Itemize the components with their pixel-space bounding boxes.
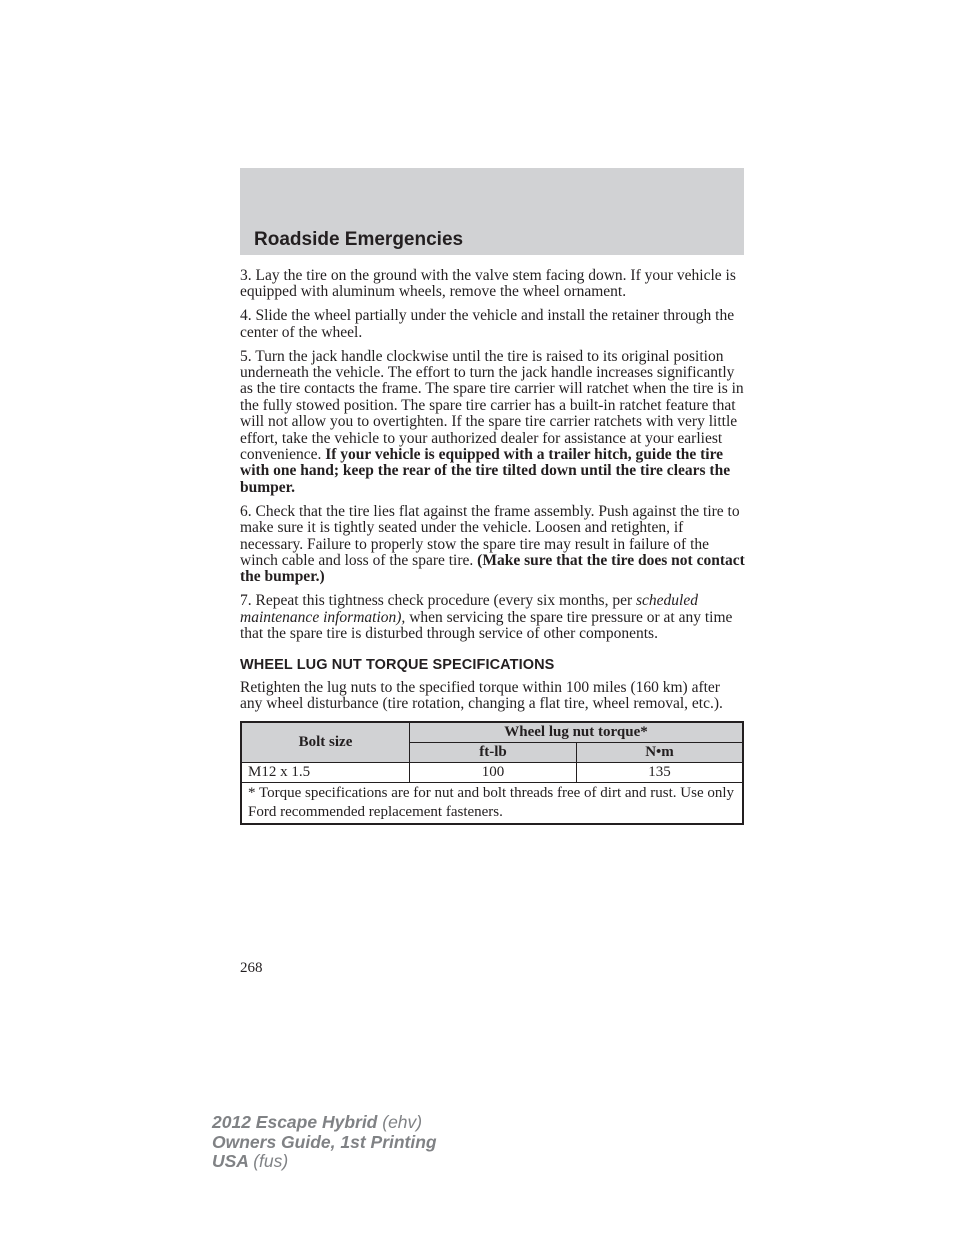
table-row (241, 762, 743, 782)
step-6 (240, 504, 746, 586)
step-4: 4. Slide the wheel partially under the vehicle and install the retainer through the center of the wheel. (240, 307, 735, 341)
torque-spec-table (240, 721, 744, 825)
step-7-reference: scheduled maintenance information), (240, 592, 698, 626)
footer-line-3 (212, 1152, 437, 1172)
page-number: 268 (240, 960, 263, 976)
page-content (240, 268, 746, 825)
header-lug-nut-torque: Wheel lug nut torque* (410, 722, 744, 743)
document-footer (212, 1113, 437, 1172)
chapter-title: Roadside Emergencies (254, 229, 464, 250)
table-footnote: * Torque specifications are for nut and bolt threads free of dirt and rust. Use only Ford recommended replacement fasteners. (241, 782, 743, 824)
header-bolt-size: Bolt size (241, 722, 410, 763)
table-footnote-row (241, 782, 743, 824)
table-header-row (241, 722, 743, 743)
step-7 (240, 593, 746, 642)
chapter-header-band (240, 168, 744, 255)
footer-line-2: Owners Guide, 1st Printing (212, 1131, 437, 1152)
step-7-text-end: when servicing the spare tire pressure or at any time that the spare tire is disturbed through service of other components. (240, 608, 733, 643)
footer-line-1 (212, 1113, 437, 1133)
step-6-text: 6. Check that the tire lies flat against the frame assembly. Push against the tire to make sure it is tightly seated under the vehicle. Loosen and retighten, if necessary. Failure to properly stow the spare tire may result in failure of the winch cable and loss of the spare tire. (240, 502, 740, 569)
header-unit-nm: N•m (577, 742, 744, 762)
cell-bolt-size: M12 x 1.5 (241, 762, 410, 782)
step-7-text-start: 7. Repeat this tightness check procedure (every six months, per (240, 592, 633, 610)
step-5 (240, 349, 746, 497)
footer-market-code: (fus) (253, 1151, 289, 1171)
header-unit-ftlb: ft-lb (410, 742, 577, 762)
step-5-warning: If your vehicle is equipped with a trailer hitch, guide the tire with one hand; keep the rear of the tire tilted down until the tire clears the bumper. (240, 446, 731, 496)
cell-torque-nm: 135 (577, 762, 744, 782)
cell-torque-ftlb: 100 (410, 762, 577, 782)
step-6-warning: (Make sure that the tire does not contact the bumper.) (240, 552, 745, 586)
footer-market: USA (212, 1151, 249, 1171)
footer-model: 2012 Escape Hybrid (212, 1112, 378, 1132)
step-5-text: 5. Turn the jack handle clockwise until the tire is raised to its original position underneath the vehicle. The effort to turn the jack handle increases significantly as the tire contacts the frame. The spare tire carrier will ratchet when the tire is in the fully stowed position. The spare tire carrier has a built-in ratchet feature that will not allow you to overtighten. If the spare tire carrier ratchets with very little effort, take the vehicle to your authorized dealer for assistance at your earliest convenience. (240, 347, 744, 464)
section-intro: Retighten the lug nuts to the specified torque within 100 miles (160 km) after any wheel disturbance (tire rotation, changing a flat tire, wheel removal, etc.). (240, 678, 723, 713)
section-heading: WHEEL LUG NUT TORQUE SPECIFICATIONS (240, 656, 555, 673)
footer-model-code: (ehv) (382, 1112, 423, 1132)
step-3: 3. Lay the tire on the ground with the valve stem facing down. If your vehicle is equipped with aluminum wheels, remove the wheel ornament. (240, 267, 736, 301)
